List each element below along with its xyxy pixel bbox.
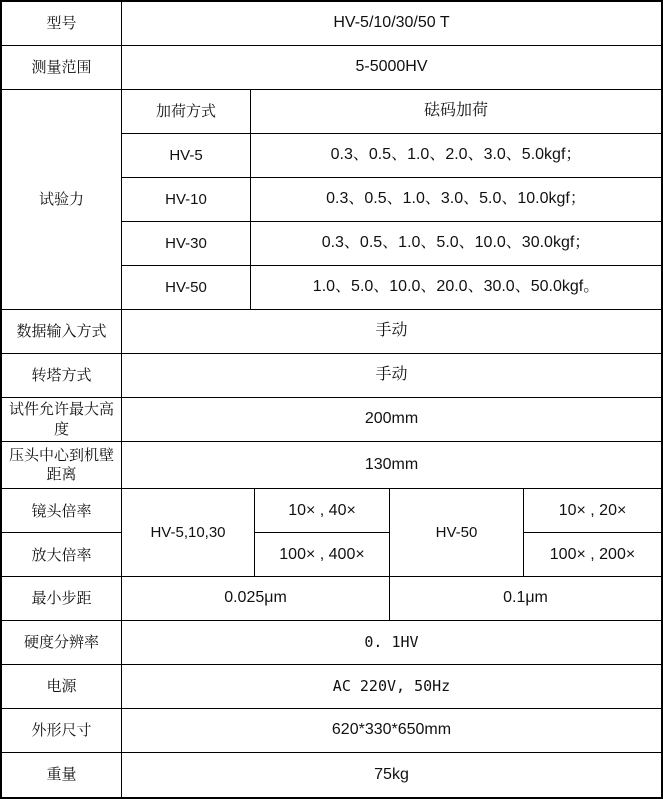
row-center-distance <box>2 442 661 489</box>
max-height-value: 200mm <box>364 410 419 428</box>
row-min-step <box>2 577 661 621</box>
mag-ratio-label: 放大倍率 <box>31 547 92 564</box>
row-range <box>2 46 661 90</box>
test-force-subtable <box>122 90 661 309</box>
test-force-header-row <box>122 90 661 134</box>
weights-header: 砝码加荷 <box>423 102 488 120</box>
resolution-value: 0. 1HV <box>364 632 419 651</box>
row-model <box>2 2 661 46</box>
turret-label: 转塔方式 <box>2 354 122 397</box>
row-turret <box>2 354 661 398</box>
power-value: AC 220V, 50Hz <box>332 676 451 695</box>
weight-value: 75kg <box>374 765 409 783</box>
test-force-label: 试验力 <box>2 90 122 309</box>
row-resolution <box>2 621 661 665</box>
range-value: 5-5000HV <box>355 58 428 76</box>
hv30-forces: 0.3、0.5、1.0、5.0、10.0、30.0kgf； <box>321 234 591 252</box>
hv5-forces: 0.3、0.5、1.0、2.0、3.0、5.0kgf； <box>330 146 582 164</box>
power-label: 电源 <box>2 665 122 708</box>
hv50-label: HV-50 <box>122 266 251 309</box>
optics-group2-values <box>524 489 661 576</box>
weight-label: 重量 <box>2 753 122 797</box>
max-height-label: 试件允许最大高度 <box>2 398 122 441</box>
turret-value: 手动 <box>375 366 408 384</box>
group1-mag-value: 100× , 400× <box>279 545 365 563</box>
group2-mag-value: 100× , 200× <box>549 545 636 563</box>
hv5-label: HV-5 <box>122 134 251 177</box>
min-step-group1: 0.025μm <box>122 577 390 620</box>
lens-ratio-label: 镜头倍率 <box>2 489 121 533</box>
test-force-row-hv50 <box>122 266 661 309</box>
hv50-forces: 1.0、5.0、10.0、20.0、30.0、50.0kgf。 <box>312 278 600 296</box>
range-label: 测量范围 <box>2 46 122 89</box>
model-value: HV-5/10/30/50 T <box>333 14 450 32</box>
row-weight <box>2 753 661 797</box>
optics-labels <box>2 489 122 576</box>
row-max-height <box>2 398 661 442</box>
optics-group1-model: HV-5,10,30 <box>122 489 255 576</box>
test-force-row-hv10 <box>122 178 661 222</box>
hv10-label: HV-10 <box>122 178 251 221</box>
section-test-force <box>2 90 661 310</box>
hv30-label: HV-30 <box>122 222 251 265</box>
center-distance-label: 压头中心到机壁距离 <box>2 442 122 488</box>
hv10-forces: 0.3、0.5、1.0、3.0、5.0、10.0kgf； <box>326 190 586 208</box>
min-step-group2: 0.1μm <box>503 589 548 607</box>
group2-lens-value: 10× , 20× <box>524 489 661 533</box>
center-distance-value: 130mm <box>364 455 419 473</box>
optics-group1-values <box>255 489 390 576</box>
load-mode-header: 加荷方式 <box>122 90 251 133</box>
model-label: 型号 <box>2 2 122 45</box>
resolution-label: 硬度分辨率 <box>2 621 122 664</box>
min-step-label: 最小步距 <box>2 577 122 620</box>
optics-group2-model: HV-50 <box>390 489 524 576</box>
row-data-input <box>2 310 661 354</box>
data-input-label: 数据输入方式 <box>2 310 122 353</box>
test-force-row-hv30 <box>122 222 661 266</box>
dimensions-value: 620*330*650mm <box>331 721 452 739</box>
test-force-row-hv5 <box>122 134 661 178</box>
row-power <box>2 665 661 709</box>
group1-lens-value: 10× , 40× <box>255 489 389 533</box>
section-optics <box>2 489 661 577</box>
dimensions-label: 外形尺寸 <box>2 709 122 752</box>
row-dimensions <box>2 709 661 753</box>
data-input-value: 手动 <box>375 322 408 340</box>
